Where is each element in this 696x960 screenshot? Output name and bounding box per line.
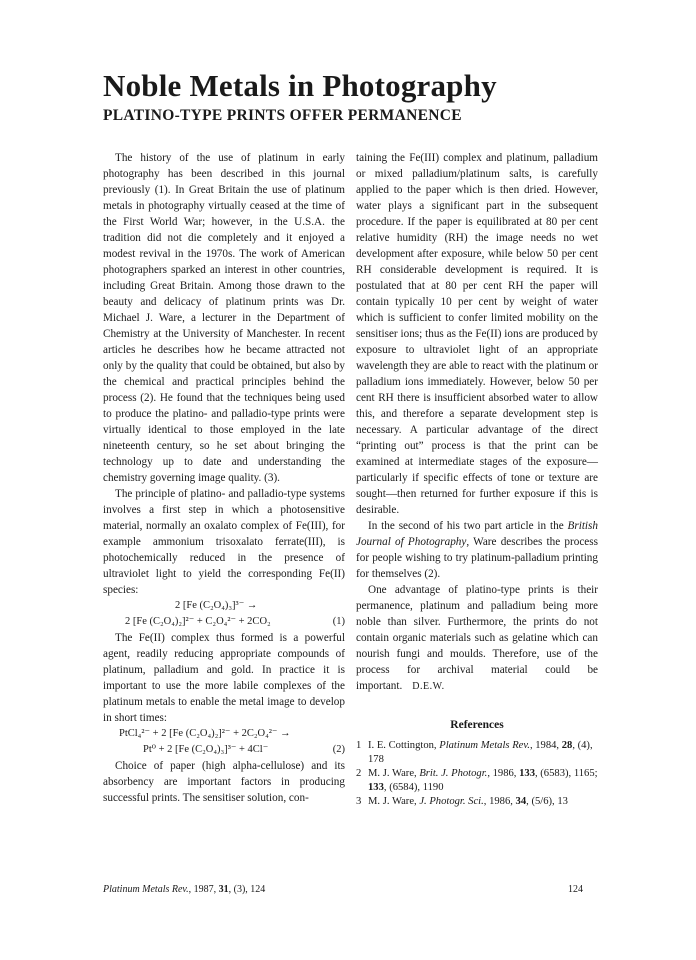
article-title: Noble Metals in Photography bbox=[103, 68, 497, 103]
paragraph-permanence: One advantage of platino-type prints is their permanence, platinum and palladium being more noble than silver. Furthermore, the prints do not contain organic materials such as gelatine which can nourish fungi and moulds. Therefore, use of the process for archival material could be important. D.E.W. bbox=[356, 584, 598, 692]
paragraph-sensitiser: taining the Fe(III) complex and platinum, palladium or mixed palladium/platinum salts, is carefully applied to the paper which is then dried. However, water plays a significant part in the subsequent procedure. If the paper is equilibrated at 80 per cent relative humidity (RH) the image needs no wet development after exposure, while below 50 per cent RH considerable development is required. It is postulated that at 80 per cent RH the paper will contain typically 10 per cent by weight of water which is sufficient to confer limited mobility on the sensitiser ions; thus as the Fe(II) ions are produced by exposure to ultraviolet light of an appropriate wavelength they are able to react with the platinum or palladium ions immediately. However, below 50 per cent RH there is insufficient absorbed water to allow this, and therefore a separate development step is necessary. A particular advantage of the direct “printing out” process is that the print can be examined at intermediate stages of the exposure—particularly if specific effects of tone or texture are sought—then returned for further exposure if this is desirable. bbox=[356, 152, 598, 516]
reference-number: 2 bbox=[356, 768, 362, 779]
equation-1-line-1: 2 [Fe (C₂O₄)₃]³⁻ → bbox=[175, 600, 258, 611]
author-initials: D.E.W. bbox=[412, 681, 445, 692]
paragraph-reduction: The Fe(II) complex thus formed is a powerful agent, readily reducing appropriate compounds of platinum, palladium and gold. In practice it is important to use the more labile complexes of the platinum metals to enable the metal image to develop in short times: bbox=[103, 632, 345, 724]
left-column bbox=[103, 150, 345, 806]
equation-2-line-1: PtCl₄²⁻ + 2 [Fe (C₂O₄)₂]²⁻ + 2C₂O₄²⁻ → bbox=[119, 728, 291, 739]
paragraph-second-article: In the second of his two part article in the British Journal of Photography, Ware describes the process for people wishing to try platinum-palladium printing for themselves (2). bbox=[356, 520, 598, 580]
reference-item: 2 M. J. Ware, Brit. J. Photogr., 1986, 133, (6583), 1165; 133, (6584), 1190 bbox=[356, 768, 598, 793]
equation-2-line-2 bbox=[103, 742, 345, 758]
page-number: 124 bbox=[568, 884, 583, 895]
reference-number: 1 bbox=[356, 740, 362, 751]
journal-name-italic: British Journal of Photography bbox=[356, 520, 598, 548]
article-subtitle: PLATINO-TYPE PRINTS OFFER PERMANENCE bbox=[103, 107, 462, 124]
paragraph-principle: The principle of platino- and palladio-type systems involves a first step in which a photosensitive material, normally an oxalato complex of Fe(III), for example ammonium trisoxalato ferrate(III), is photochemically reduced in the presence of ultraviolet light to yield the corresponding Fe(II) species: bbox=[103, 488, 345, 596]
equation-1-line-2 bbox=[103, 614, 345, 630]
equation-2-expression: Pt⁰ + 2 [Fe (C₂O₄)₃]³⁻ + 4Cl⁻ bbox=[143, 744, 269, 755]
equation-1-number: (1) bbox=[332, 616, 345, 627]
references-heading: References bbox=[450, 719, 504, 731]
equation-1-expression: 2 [Fe (C₂O₄)₂]²⁻ + C₂O₄²⁻ + 2CO₂ bbox=[125, 616, 271, 627]
paragraph-paper-choice: Choice of paper (high alpha-cellulose) and its absorbency are important factors in producing successful prints. The sensitiser solution, con- bbox=[103, 760, 345, 804]
right-column bbox=[356, 150, 598, 809]
reference-item: 3 M. J. Ware, J. Photogr. Sci., 1986, 34, (5/6), 13 bbox=[356, 796, 568, 807]
equation-2-number: (2) bbox=[332, 744, 345, 755]
reference-item: 1 I. E. Cottington, Platinum Metals Rev., 1984, 28, (4), 178 bbox=[356, 740, 593, 765]
footer-citation: Platinum Metals Rev., 1987, 31, (3), 124 bbox=[103, 884, 266, 895]
reference-number: 3 bbox=[356, 796, 362, 807]
paragraph-history: The history of the use of platinum in early photography has been described in this journal previously (1). In Great Britain the use of platinum metals in photography virtually ceased at the time of the First World War; however, in the U.S.A. the tradition did not die completely and it enjoyed a modest revival in the 1970s. The work of American photographers sparked an interest in other countries, including Great Britain. Among those drawn to the beauty and delicacy of platinum prints was Dr. Michael J. Ware, a lecturer in the Department of Chemistry at the University of Manchester. In recent articles he describes how he became attracted not only by the quality that could be obtained, but also by the chemical and practical principles behind the process (2). He found that the techniques being used to produce the platino- and palladio-type prints were virtually identical to those employed in the late nineteenth century, so he set about bringing the technology up to date and understanding the chemistry governing image quality. (3). bbox=[103, 152, 345, 484]
